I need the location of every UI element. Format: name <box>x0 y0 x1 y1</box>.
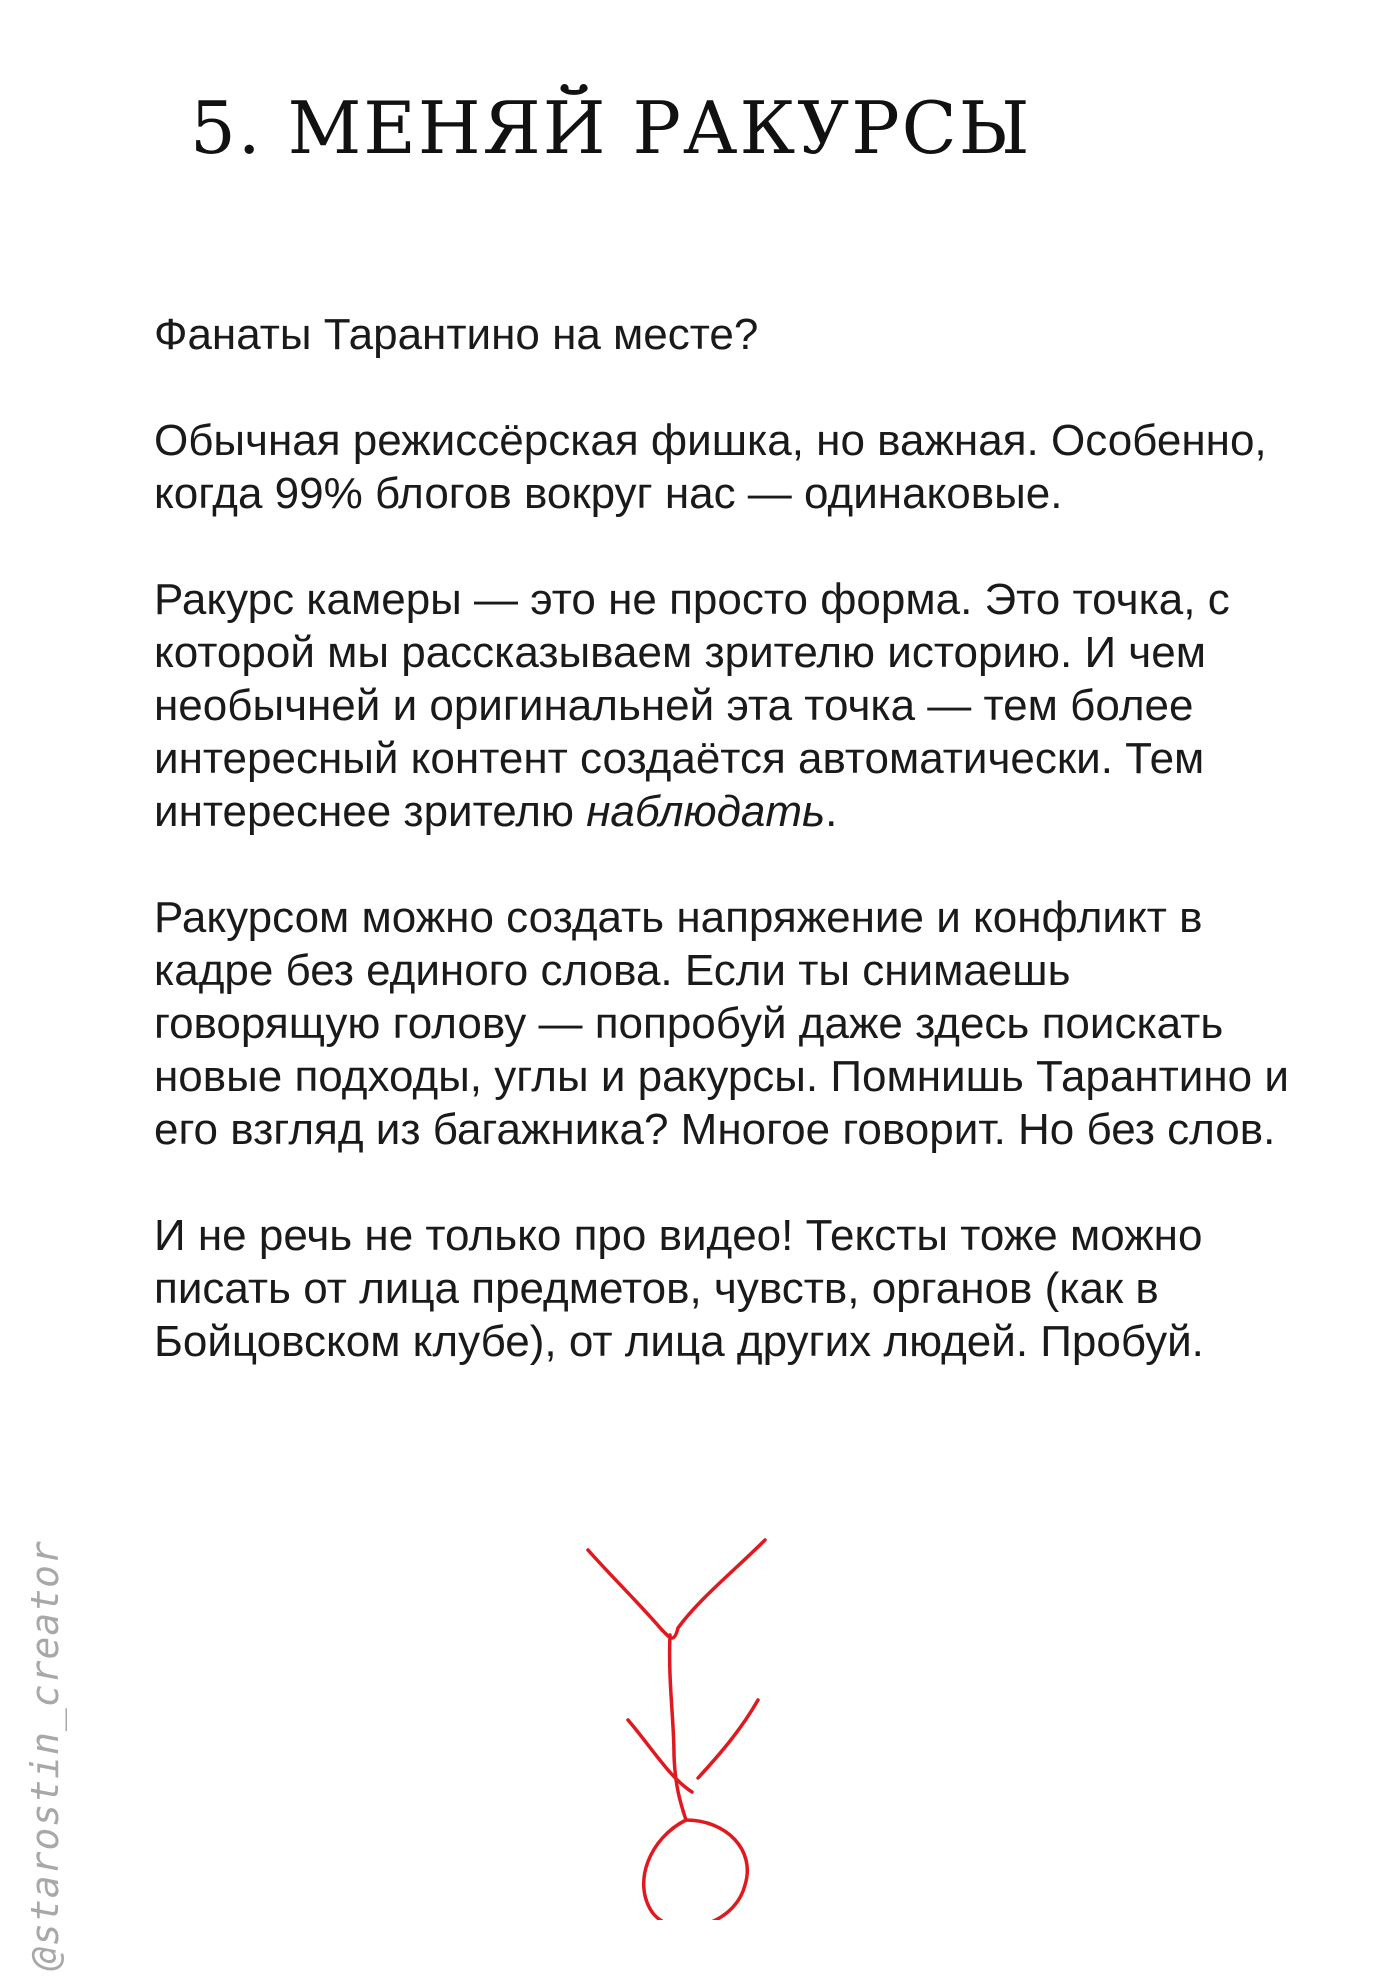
doodle-left-leg <box>628 1720 692 1792</box>
paragraph-camera-angle-end: . <box>825 787 838 836</box>
paragraph-tension: Ракурсом можно создать напряжение и конфликт в кадре без единого слова. Если ты снимаешь говорящую голову — попробуй даже здесь поискать новые подходы, углы и ракурсы. Помнишь Тарантино и его взгляд из багажника? Многое говорит. Но без слов. <box>154 893 1289 1154</box>
emphasis-word: наблюдать <box>586 787 826 836</box>
doodle-right-arm <box>678 1540 765 1628</box>
author-handle-text: @starostin_creator <box>23 1540 67 1970</box>
doodle-torso <box>670 1635 686 1820</box>
paragraph-director-trick: Обычная режиссёрская фишка, но важная. Особенно, когда 99% блогов вокруг нас — одинаковые. <box>154 416 1267 518</box>
author-handle <box>22 1540 68 1970</box>
paragraph-camera-angle-text: Ракурс камеры — это не просто форма. Это точка, с которой мы рассказываем зрителю историю. И чем необычней и оригинальней эта точка — тем более интересный контент создаётся автоматически. Тем интереснее зрителю <box>154 575 1230 836</box>
doodle-head <box>644 1820 748 1920</box>
stick-figure-doodle-icon <box>570 1520 800 1920</box>
doodle-strokes <box>588 1540 765 1920</box>
paragraph-camera-angle <box>154 573 1304 838</box>
paragraph-intro: Фанаты Тарантино на месте? <box>154 310 759 359</box>
doodle-left-arm <box>588 1550 662 1630</box>
page-title: 5. МЕНЯЙ РАКУРСЫ <box>190 86 1032 170</box>
doodle-right-leg <box>698 1700 758 1778</box>
paragraph-texts: И не речь не только про видео! Тексты тоже можно писать от лица предметов, чувств, органов (как в Бойцовском клубе), от лица других людей. Пробуй. <box>154 1211 1204 1366</box>
article-body <box>154 308 1304 1368</box>
